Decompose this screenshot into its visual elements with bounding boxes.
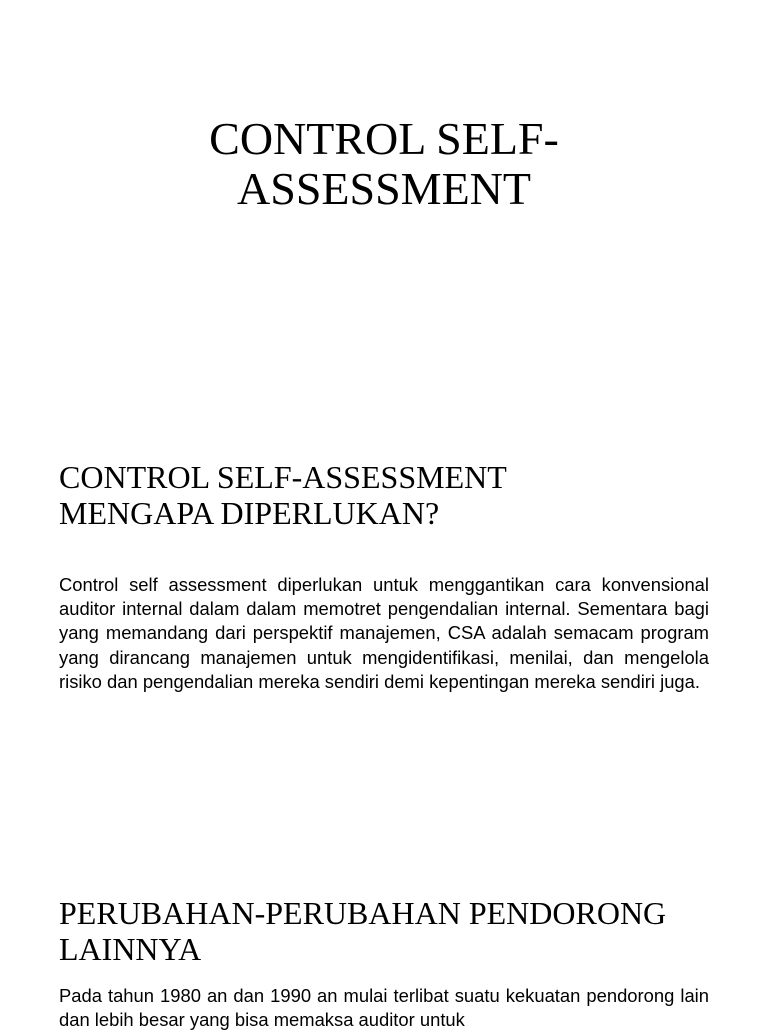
section-heading-other-drivers (59, 895, 719, 967)
heading-line-1: CONTROL SELF-ASSESSMENT (59, 459, 507, 495)
heading-line-2: MENGAPA DIPERLUKAN? (59, 495, 440, 531)
heading-line-1: PERUBAHAN-PERUBAHAN PENDORONG (59, 895, 667, 931)
section-body-other-drivers: Pada tahun 1980 an dan 1990 an mulai terlibat suatu kekuatan pendorong lain dan lebih besar yang bisa memaksa auditor untuk (59, 985, 709, 1031)
title-line-2: ASSESSMENT (237, 163, 531, 214)
heading-line-2: LAINNYA (59, 931, 202, 967)
title-line-1: CONTROL SELF- (209, 113, 559, 164)
section-body-why-needed: Control self assessment diperlukan untuk menggantikan cara konvensional auditor internal dalam dalam memotret pengendalian internal. Sementara bagi yang memandang dari perspektif manajemen, CSA adalah semacam program yang dirancang manajemen untuk mengidentifikasi, menilai, dan mengelola risiko dan pengendalian mereka sendiri demi kepentingan mereka sendiri juga. (59, 574, 709, 692)
